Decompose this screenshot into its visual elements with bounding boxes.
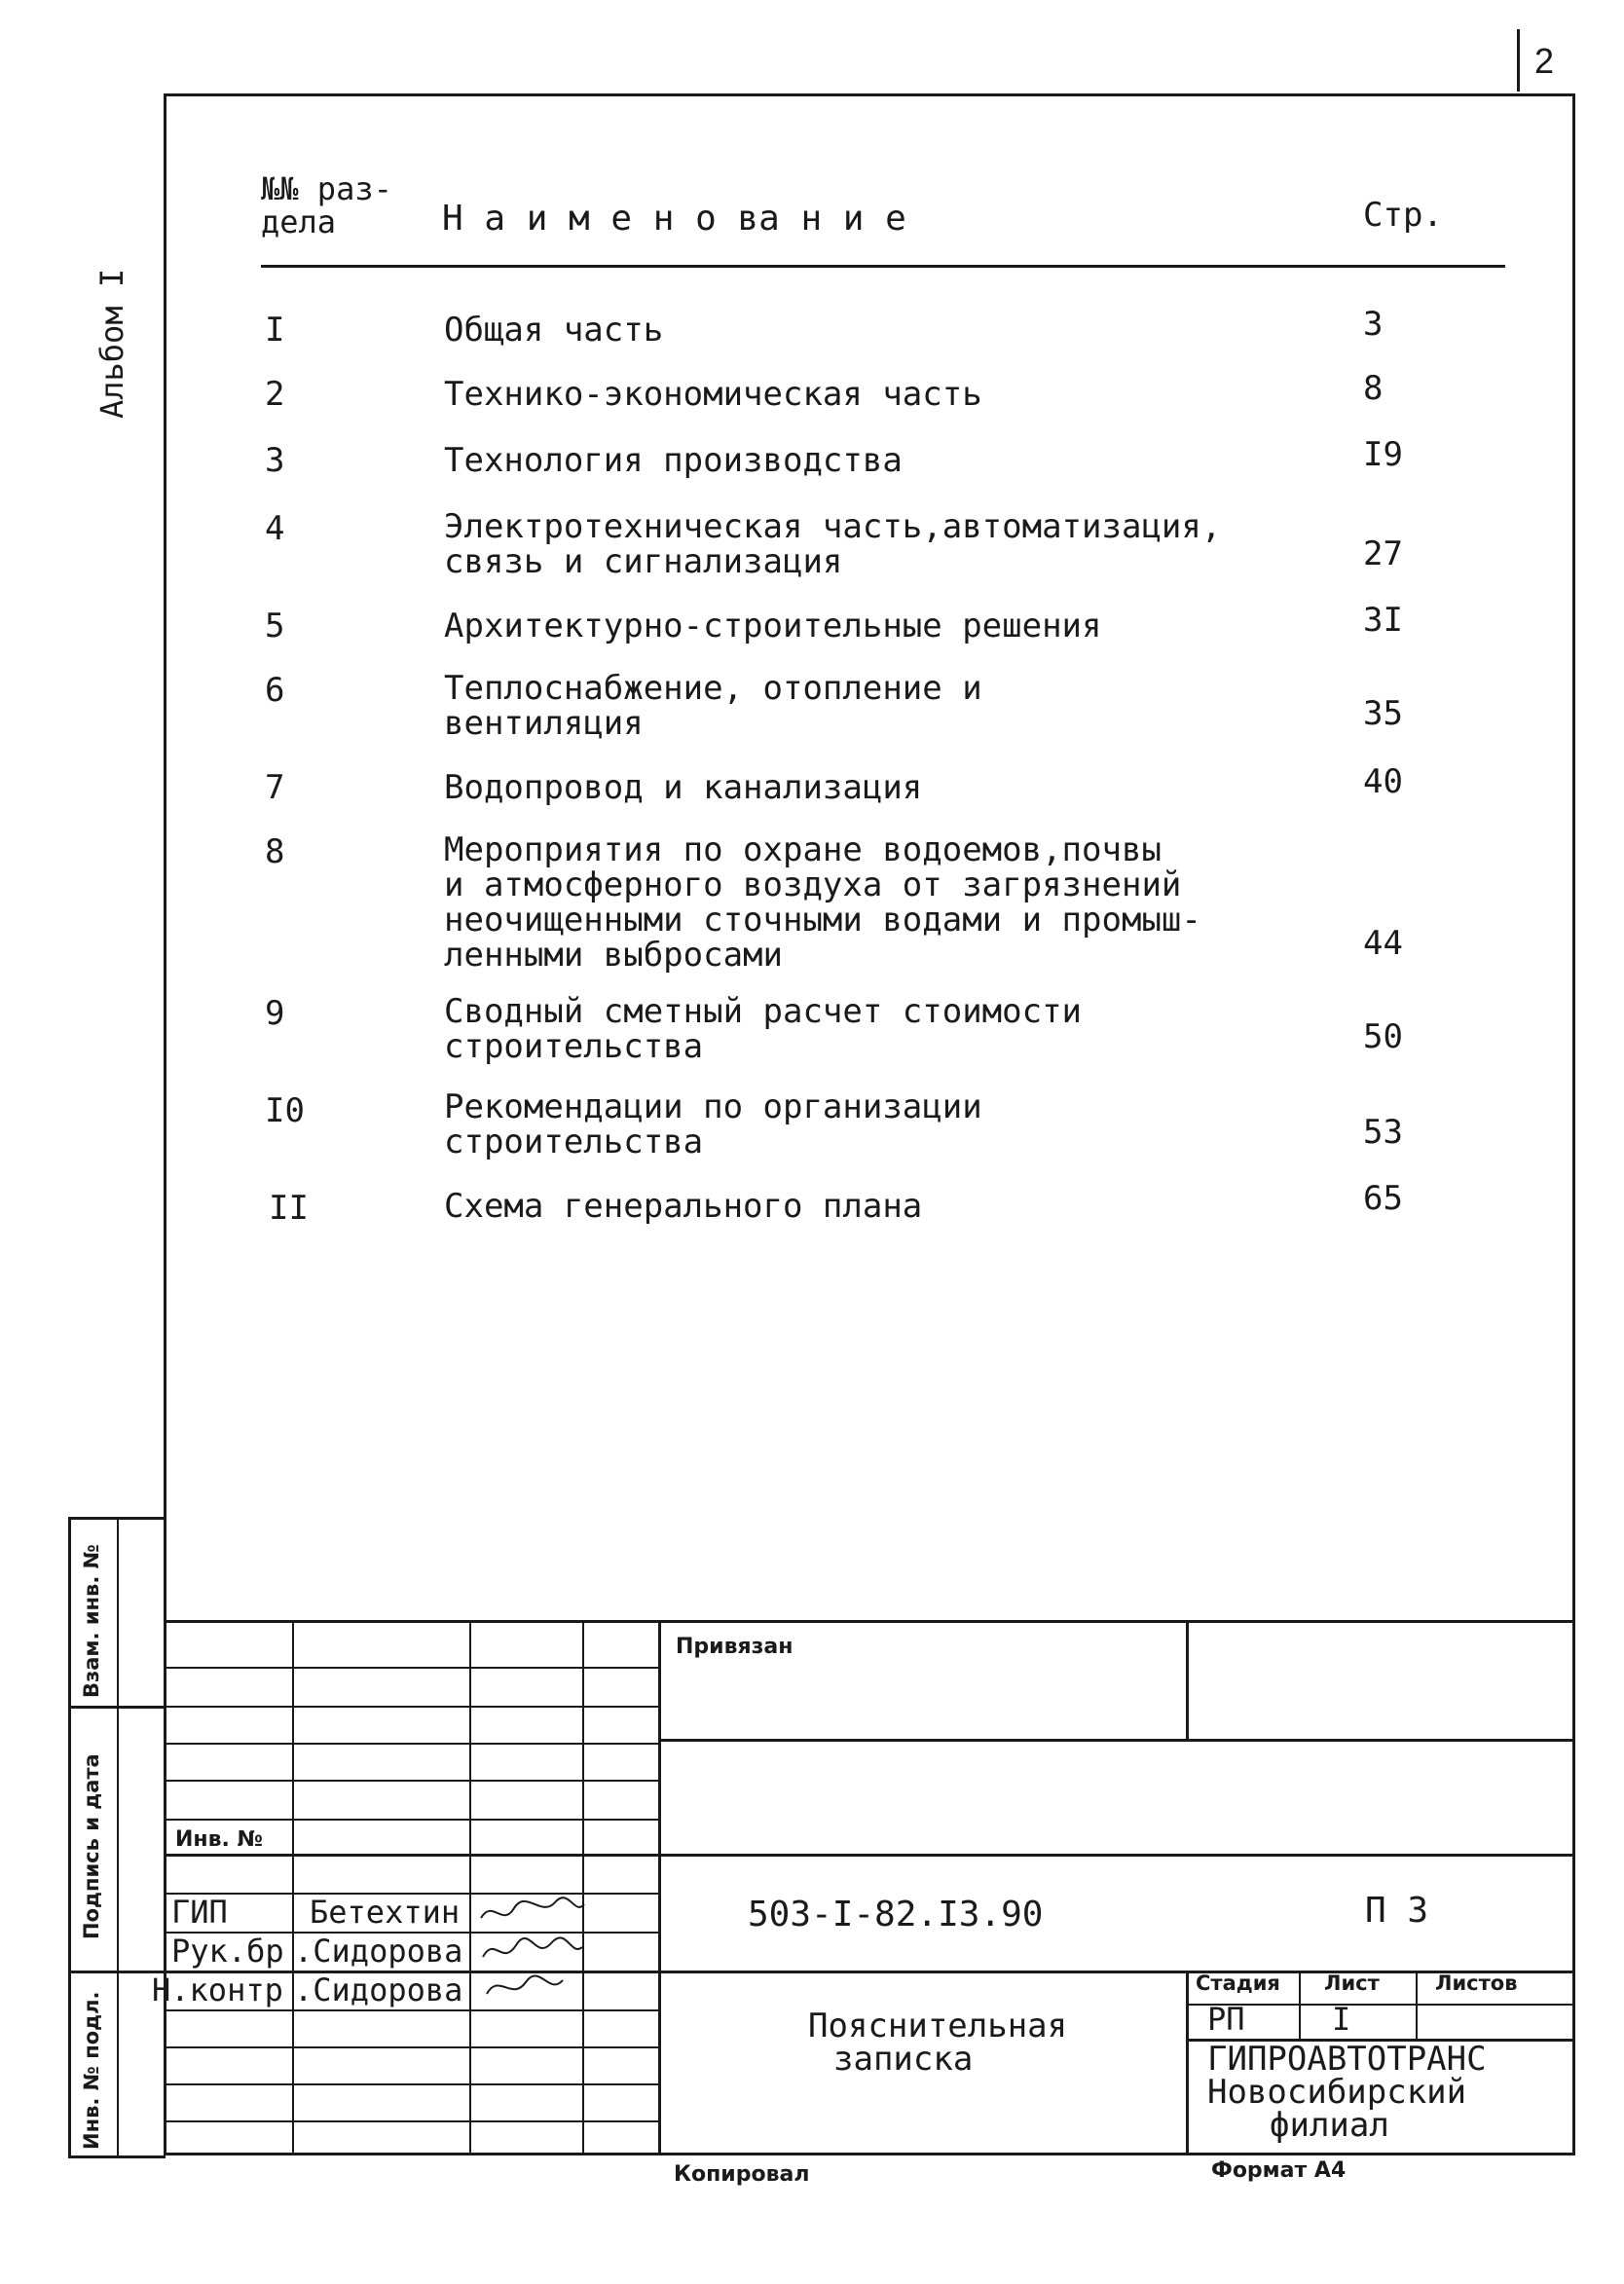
toc-num: 4 bbox=[265, 509, 285, 548]
toc-num: 2 bbox=[265, 375, 285, 414]
side-label-inv-podl: Инв. № подл. bbox=[80, 1991, 103, 2150]
toc-name: Электротехническая часть,автоматизация, bbox=[444, 507, 1222, 546]
tb-row bbox=[164, 1667, 658, 1669]
toc-name: и атмосферного воздуха от загрязнений bbox=[444, 866, 1182, 904]
doc-mark: П 3 bbox=[1365, 1891, 1429, 1931]
stage-label: Стадия bbox=[1196, 1971, 1280, 1995]
sheet-value: I bbox=[1332, 2001, 1351, 2038]
sheet-number-divider bbox=[1517, 29, 1520, 92]
toc-page: 53 bbox=[1363, 1113, 1403, 1152]
toc-name: неочищенными сточными водами и промыш- bbox=[444, 901, 1201, 939]
toc-num: 3 bbox=[265, 441, 285, 480]
col-page-header: Стр. bbox=[1363, 196, 1443, 235]
sheet-label: Лист bbox=[1324, 1971, 1380, 1995]
toc-page: 44 bbox=[1363, 924, 1403, 963]
side-inner-rule bbox=[117, 1517, 119, 2155]
toc-page: I9 bbox=[1363, 435, 1403, 474]
tb-col-1 bbox=[292, 1620, 294, 2155]
toc-page: 40 bbox=[1363, 762, 1403, 801]
tb-rule-privyazan bbox=[658, 1739, 1575, 1742]
tb-row bbox=[164, 1819, 658, 1821]
toc-name: Мероприятия по охране водоемов,почвы bbox=[444, 830, 1162, 869]
signer-name: .Сидорова bbox=[294, 1971, 463, 2008]
toc-name: Схема генерального плана bbox=[444, 1187, 923, 1226]
side-left-rule bbox=[68, 1517, 71, 2155]
toc-num: 7 bbox=[265, 768, 285, 807]
toc-num: 9 bbox=[265, 994, 285, 1033]
sheet-number: 2 bbox=[1534, 41, 1555, 81]
org-line3: филиал bbox=[1270, 2106, 1389, 2145]
stage-value: РП bbox=[1207, 2001, 1245, 2038]
doc-title-line2: записка bbox=[833, 2040, 974, 2079]
side-label-podpis: Подпись и дата bbox=[80, 1753, 103, 1939]
signer-role: ГИП bbox=[171, 1894, 228, 1931]
album-label: Альбом I bbox=[93, 268, 130, 419]
doc-code: 503-I-82.I3.90 bbox=[748, 1895, 1044, 1934]
tb-mid-vertical bbox=[658, 1620, 661, 2155]
privyazan-label: Привязан bbox=[676, 1635, 794, 1659]
tb-row bbox=[164, 2083, 658, 2085]
col-num-header-1: №№ раз- bbox=[261, 170, 392, 207]
tb-row bbox=[164, 2120, 658, 2122]
toc-name: Теплоснабжение, отопление и bbox=[444, 669, 982, 708]
toc-page: 3 bbox=[1363, 305, 1384, 344]
toc-page: 27 bbox=[1363, 534, 1403, 573]
tb-right-top-vertical bbox=[1186, 1620, 1189, 1739]
side-rule-2 bbox=[68, 1971, 166, 1973]
toc-num: 8 bbox=[265, 832, 285, 871]
toc-page: 3I bbox=[1363, 601, 1403, 640]
tb-col-2 bbox=[469, 1620, 471, 2155]
tb-stage-v2 bbox=[1416, 1971, 1418, 2039]
toc-page: 8 bbox=[1363, 369, 1384, 408]
copied-label: Копировал bbox=[674, 2162, 810, 2187]
header-rule bbox=[261, 265, 1505, 268]
tb-row bbox=[164, 1780, 658, 1782]
toc-name: ленными выбросами bbox=[444, 936, 783, 975]
tb-top-rule bbox=[164, 1620, 1575, 1623]
col-num-header-2: дела bbox=[261, 203, 337, 240]
inv-no-label: Инв. № bbox=[175, 1827, 264, 1852]
tb-row bbox=[164, 1706, 658, 1708]
doc-title-line1: Пояснительная bbox=[808, 2007, 1068, 2045]
toc-num: 5 bbox=[265, 607, 285, 645]
toc-name: Рекомендации по организации bbox=[444, 1087, 982, 1126]
toc-page: 35 bbox=[1363, 694, 1403, 733]
toc-name: строительства bbox=[444, 1123, 704, 1161]
col-name-header: Н а и м е н о ва н и е bbox=[442, 199, 906, 239]
toc-page: 65 bbox=[1363, 1179, 1403, 1218]
signer-role: Рук.бр bbox=[171, 1933, 284, 1970]
signature-marks bbox=[473, 1889, 590, 2009]
org-line2: Новосибирский bbox=[1207, 2073, 1467, 2112]
tb-row bbox=[164, 2046, 658, 2048]
tb-stage-v1 bbox=[1299, 1971, 1301, 2039]
side-rule-3 bbox=[68, 2155, 166, 2158]
toc-name: Сводный сметный расчет стоимости bbox=[444, 992, 1083, 1031]
tb-row bbox=[164, 1743, 658, 1745]
tb-right-bottom-vertical bbox=[1186, 1971, 1189, 2155]
side-label-vzam: Взам. инв. № bbox=[80, 1544, 103, 1698]
format-label: Формат А4 bbox=[1211, 2158, 1347, 2183]
toc-name: Технология производства bbox=[444, 441, 903, 480]
toc-name: строительства bbox=[444, 1027, 704, 1066]
toc-num: I0 bbox=[265, 1091, 305, 1130]
signer-name: Бетехтин bbox=[310, 1894, 461, 1931]
toc-page: 50 bbox=[1363, 1017, 1403, 1056]
toc-name: вентиляция bbox=[444, 704, 644, 743]
toc-num: 6 bbox=[265, 671, 285, 710]
tb-col-3 bbox=[582, 1620, 584, 2155]
tb-rule-code bbox=[164, 1854, 1575, 1857]
toc-name: Общая часть bbox=[444, 311, 664, 350]
side-rule-1 bbox=[68, 1706, 166, 1709]
signer-role: Н.контр bbox=[152, 1971, 283, 2008]
toc-num: II bbox=[269, 1189, 309, 1228]
toc-name: Водопровод и канализация bbox=[444, 768, 923, 807]
toc-num: I bbox=[265, 311, 285, 350]
tb-row bbox=[164, 2009, 658, 2011]
toc-name: связь и сигнализация bbox=[444, 542, 843, 581]
signer-name: .Сидорова bbox=[294, 1933, 463, 1970]
org-line1: ГИПРОАВТОТРАНС bbox=[1207, 2040, 1487, 2079]
toc-name: Технико-экономическая часть bbox=[444, 375, 982, 414]
toc-name: Архитектурно-строительные решения bbox=[444, 607, 1102, 645]
sheets-label: Листов bbox=[1435, 1971, 1518, 1995]
